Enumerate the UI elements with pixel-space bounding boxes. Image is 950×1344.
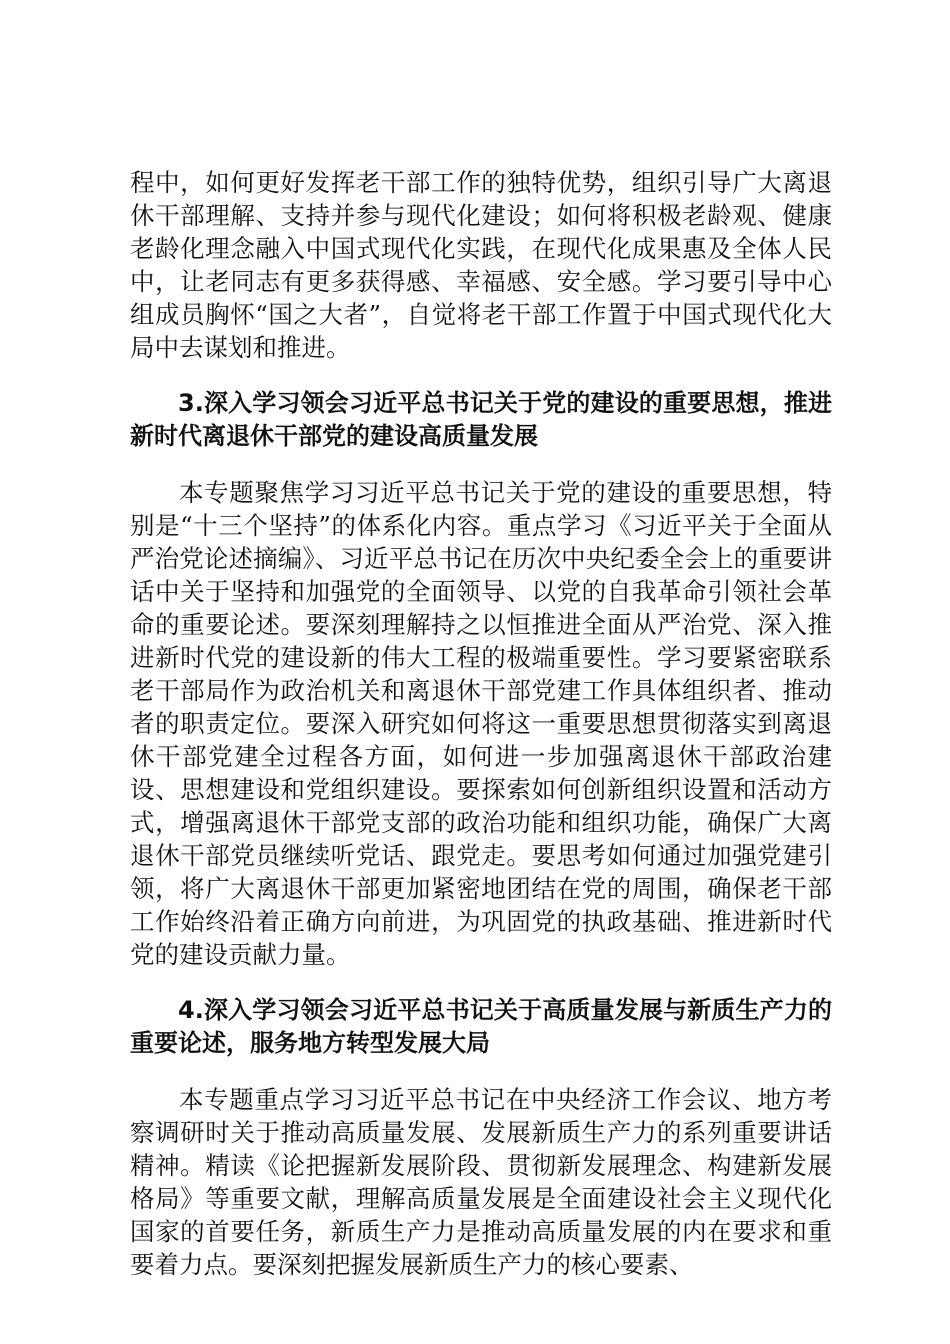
body-paragraph-section-3: 本专题聚焦学习习近平总书记关于党的建设的重要思想，特别是“十三个坚持”的体系化内容。重点学习《习近平关于全面从严治党论述摘编》、习近平总书记在历次中央纪委全会上的重要讲话中关于坚持和加强党的全面领导、以党的自我革命引领社会革命的重要论述。要深刻理解持之以恒推进全面从严治党、深入推进新时代党的建设新的伟大工程的极端重要性。学习要紧密联系老干部局作为政治机关和离退休干部党建工作具体组织者、推动者的职责定位。要深入研究如何将这一重要思想贯彻落实到离退休干部党建全过程各方面，如何进一步加强离退休干部政治建设、思想建设和党组织建设。要探索如何创新组织设置和活动方式，增强离退休干部党支部的政治功能和组织功能，确保广大离退休干部党员继续听党话、跟党走。要思考如何通过加强党建引领，将广大离退休干部更加紧密地团结在党的周围，确保老干部工作始终沿着正确方向前进，为巩固党的执政基础、推进新时代党的建设贡献力量。 <box>130 478 832 969</box>
body-paragraph-section-4: 本专题重点学习习近平总书记在中央经济工作会议、地方考察调研时关于推动高质量发展、发展新质生产力的系列重要讲话精神。精读《论把握新发展阶段、贯彻新发展理念、构建新发展格局》等重要文献，理解高质量发展是全面建设社会主义现代化国家的首要任务，新质生产力是推动高质量发展的内在要求和重要着力点。要深刻把握发展新质生产力的核心要素、 <box>130 1085 832 1279</box>
document-body <box>130 166 832 1281</box>
body-paragraph-continued: 程中，如何更好发挥老干部工作的独特优势，组织引导广大离退休干部理解、支持并参与现代化建设；如何将积极老龄观、健康老龄化理念融入中国式现代化实践，在现代化成果惠及全体人民中，让老同志有更多获得感、幸福感、安全感。学习要引导中心组成员胸怀“国之大者”，自觉将老干部工作置于中国式现代化大局中去谋划和推进。 <box>130 168 832 362</box>
section-heading-4: 4.深入学习领会习近平总书记关于高质量发展与新质生产力的重要论述，服务地方转型发展大局 <box>130 996 832 1057</box>
section-heading-3: 3.深入学习领会习近平总书记关于党的建设的重要思想，推进新时代离退休干部党的建设高质量发展 <box>130 389 832 450</box>
